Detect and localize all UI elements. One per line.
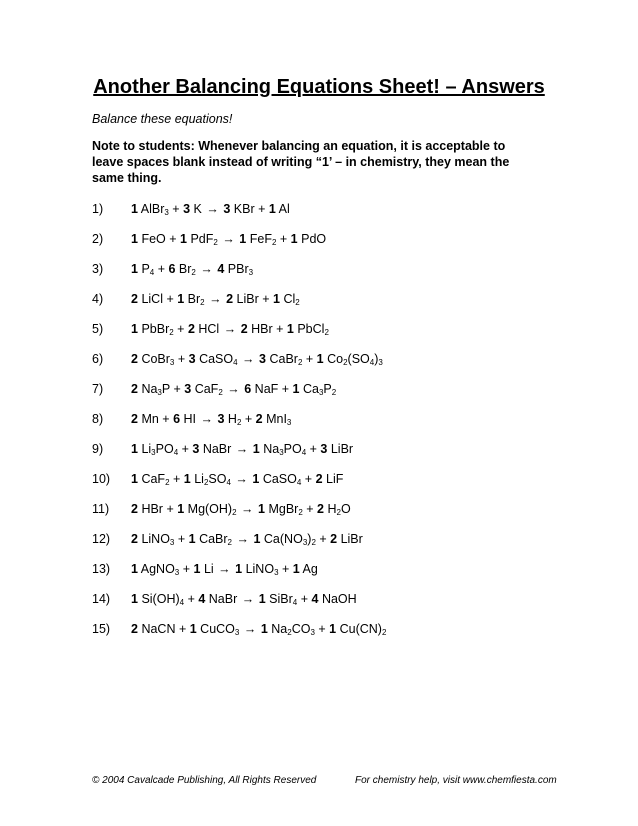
coefficient: 1 [131,562,138,576]
equation-text: 2 NaCN + 1 CuCO$_3$ → 1 $Na_2CO_3 + 1$ $Cu(CN)_2$ [131,622,387,637]
instructions: Balance these equations! [92,112,233,126]
equation-text: 1 CaF$_2$ + 1 $Li_2SO_4 \to 1$ CaSO$_4$ + 2 LiF [131,472,344,487]
coefficient: 1 [252,442,260,456]
yields-arrow-icon: → [209,292,222,306]
coefficient: 1 [189,622,197,636]
coefficient: 1 [193,562,201,576]
coefficient: 4 [311,592,319,606]
equation-number: 15) [92,622,111,636]
coefficient: 2 [131,502,138,516]
equation-text: 1 $Si(OH)_4 + 4$ NaBr → 1 SiBr$_4$ + 4 NaOH [131,592,357,607]
coefficient: 1 [131,232,138,246]
coefficient: 2 [187,322,195,336]
equation-row [0,349,638,369]
equation-number: 8) [92,412,104,426]
yields-arrow-icon: → [235,442,249,456]
equation-number: 1) [92,202,104,216]
copyright-footer: © 2004 Cavalcade Publishing, All Rights Reserved [92,775,317,786]
yields-arrow-icon: → [218,562,231,576]
yields-arrow-icon: → [222,232,235,246]
equation-row [0,319,638,339]
equation-text: 2 LiCl + 1 $Br_2 \to 2$ LiBr + 1 $Cl_2$ [131,292,300,307]
coefficient: 2 [131,412,138,426]
coefficient: 1 [260,622,268,636]
coefficient: 1 [252,472,260,486]
equation-text: 2 CoBr$_3$ + 3 CaSO$_4$ → 3 CaBr$_2$ + 1 $Co_2(SO_4)_3$ [131,352,383,367]
note-to-students: Note to students: Whenever balancing an equation, it is acceptable to leave spaces blank instead of writing “1’ – in chemistry, they mean the same thing. [92,139,510,185]
equation-text: 1 PbBr$_2$ + 2 HCl → 2 HBr + 1 PbCl$_2$ [131,322,329,337]
equation-row [0,289,638,309]
help-footer: For chemistry help, visit www.chemfiesta.com [355,775,557,786]
coefficient: 2 [226,292,234,306]
coefficient: 3 [259,352,266,366]
equation-row [0,529,638,549]
coefficient: 2 [315,472,323,486]
coefficient: 1 [258,592,266,606]
equation-row [0,259,638,279]
equation-row [0,589,638,609]
equation-number: 12) [92,532,111,546]
equation-text: 2 Mn + 6 HI → 3 $H_2 + 2$ MnI$_3$ [131,412,292,427]
yields-arrow-icon: → [241,592,255,606]
yields-arrow-icon: → [200,412,213,426]
coefficient: 1 [316,352,324,366]
equation-row [0,439,638,459]
equation-number: 10) [92,472,111,486]
coefficient: 1 [258,502,265,516]
coefficient: 1 [239,232,247,246]
coefficient: 1 [131,202,138,216]
yields-arrow-icon: → [242,352,255,366]
coefficient: 2 [330,532,338,546]
coefficient: 6 [173,412,181,426]
equation-row [0,379,638,399]
coefficient: 1 [131,262,138,276]
yields-arrow-icon: → [206,202,219,216]
coefficient: 3 [183,202,191,216]
coefficient: 4 [198,592,206,606]
coefficient: 1 [131,592,138,606]
yields-arrow-icon: → [235,472,248,486]
equation-text: 2 LiNO$_3$ + 1 CaBr$_2$ → 1 $Ca(NO_3)_2 + 2$ LiBr [131,532,363,547]
equation-text: 1 $P_4 + 6$ $Br_2 \to 4$ PBr$_3$ [131,262,254,277]
equation-number: 7) [92,382,104,396]
coefficient: 1 [183,472,191,486]
coefficient: 1 [253,532,261,546]
yields-arrow-icon: → [241,502,254,516]
equation-number: 5) [92,322,104,336]
coefficient: 6 [244,382,252,396]
yields-arrow-icon: → [227,382,240,396]
equation-number: 2) [92,232,104,246]
equation-text: 1 FeO + 1 PdF$_2$ → 1 FeF$_2$ + 1 PdO [131,232,327,247]
yields-arrow-icon: → [223,322,237,336]
coefficient: 1 [268,202,276,216]
equation-number: 11) [92,502,110,516]
coefficient: 1 [177,502,185,516]
coefficient: 4 [217,262,225,276]
coefficient: 1 [290,232,298,246]
equation-number: 9) [92,442,104,456]
equation-text: 2 HBr + 1 $Mg(OH)_2 \to 1$ MgBr$_2$ + 2 $H_2O$ [131,502,351,517]
coefficient: 2 [131,382,138,396]
coefficient: 2 [240,322,248,336]
coefficient: 3 [320,442,328,456]
coefficient: 1 [235,562,243,576]
coefficient: 3 [188,352,196,366]
coefficient: 3 [217,412,225,426]
coefficient: 3 [192,442,200,456]
coefficient: 2 [255,412,263,426]
coefficient: 1 [329,622,337,636]
equation-row [0,469,638,489]
equation-number: 6) [92,352,104,366]
equation-text: 1 AlBr$_3$ + 3 K → 3 KBr + 1 Al [131,202,290,217]
yields-arrow-icon: → [243,622,257,636]
yields-arrow-icon: → [200,262,213,276]
equation-text: 2 $Na_3P + 3$ CaF$_2$ → 6 NaF + 1 $Ca_3P_2$ [131,382,337,397]
coefficient: 2 [131,292,138,306]
coefficient: 1 [131,472,138,486]
equation-text: 1 $Li_3PO_4 + 3$ NaBr → 1 $Na_3PO_4 + 3$ LiBr [131,442,354,457]
coefficient: 2 [131,622,138,636]
coefficient: 1 [177,292,185,306]
coefficient: 1 [131,442,138,456]
coefficient: 2 [131,352,138,366]
coefficient: 6 [168,262,176,276]
coefficient: 3 [223,202,231,216]
equation-row [0,199,638,219]
coefficient: 1 [131,322,138,336]
coefficient: 1 [180,232,187,246]
equation-row [0,559,638,579]
coefficient: 1 [292,562,300,576]
equation-number: 4) [92,292,104,306]
page-title: Another Balancing Equations Sheet! – Answers [93,76,545,98]
equation-number: 14) [92,592,111,606]
coefficient: 1 [286,322,294,336]
equation-number: 13) [92,562,111,576]
equation-row [0,229,638,249]
equation-text: 1 AgNO$_3$ + 1 Li → 1 LiNO$_3$ + 1 Ag [131,562,318,577]
coefficient: 3 [184,382,192,396]
equation-row [0,499,638,519]
coefficient: 1 [273,292,280,306]
coefficient: 2 [131,532,138,546]
equation-number: 3) [92,262,104,276]
coefficient: 1 [188,532,196,546]
equation-row [0,619,638,639]
coefficient: 1 [292,382,300,396]
yields-arrow-icon: → [236,532,249,546]
coefficient: 2 [317,502,324,516]
equation-row [0,409,638,429]
